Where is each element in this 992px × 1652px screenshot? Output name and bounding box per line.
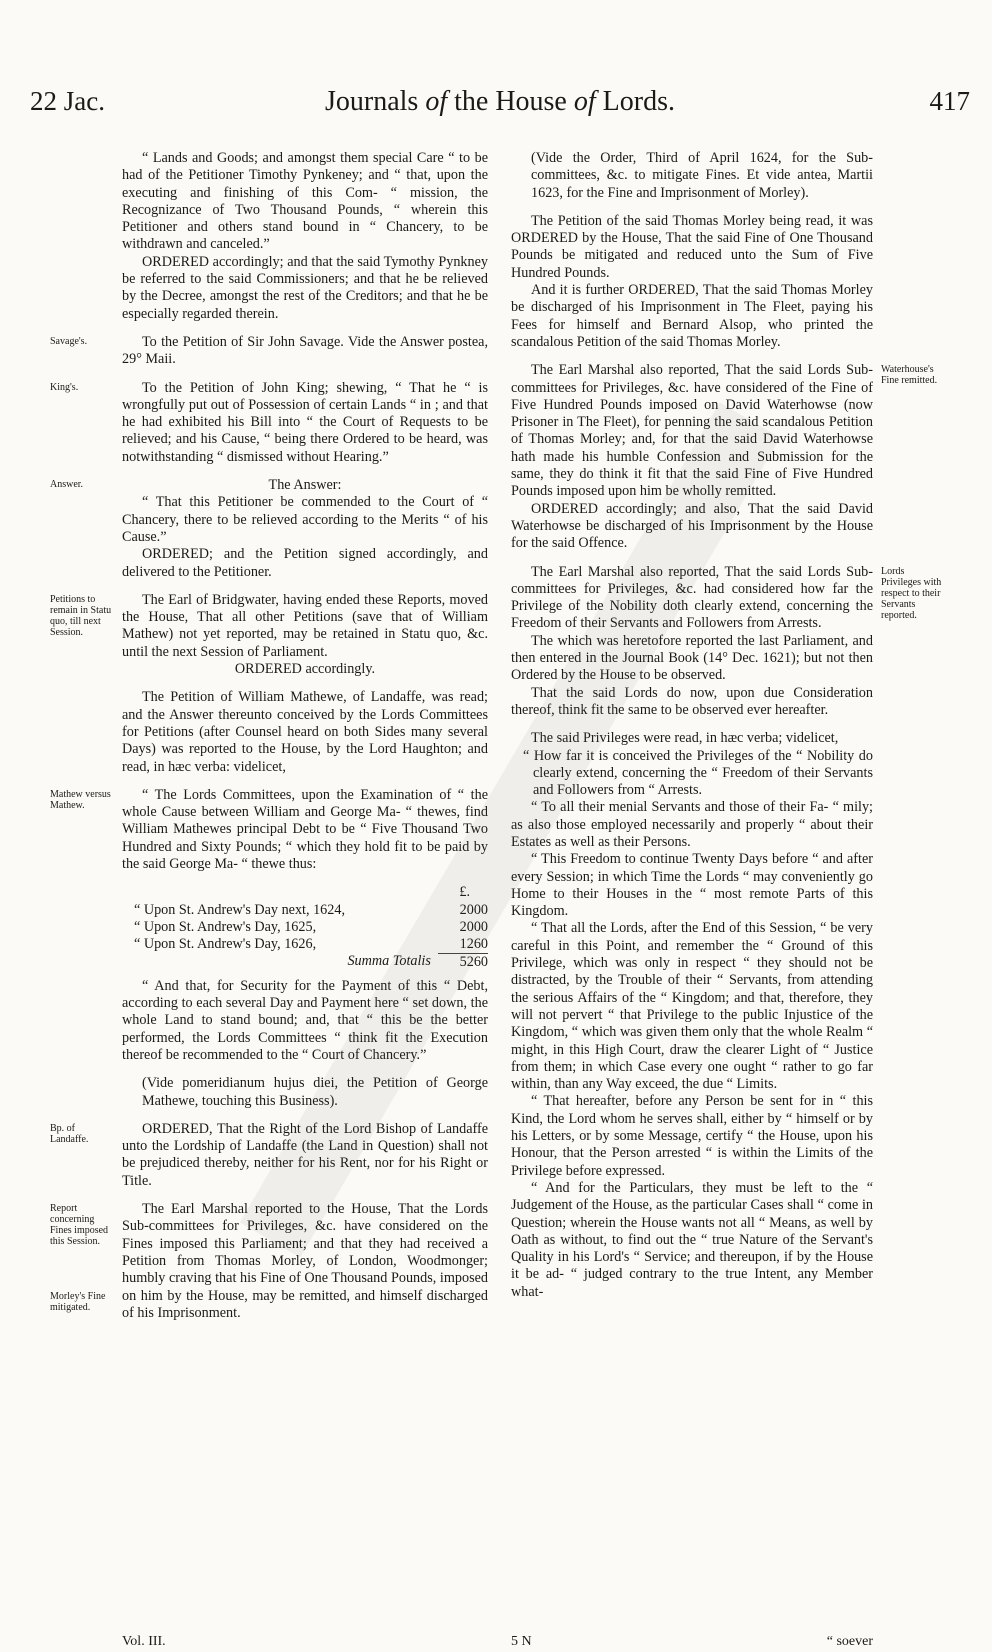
payment-total-label: Summa Totalis: [347, 953, 431, 970]
paragraph: The Earl of Bridgwater, having ended these Reports, moved the House, That all other Petitions (save that of William Mathew) not yet reported, may be retained in Statu quo, &c. until the next Session of Parliament.: [122, 591, 488, 660]
currency-heading: £.: [459, 884, 470, 901]
paragraph: “ This Freedom to continue Twenty Days before “ and after every Session; in which Time the Lords “ may conveniently go Home to their Houses in the “ most remote Parts of this Kingdom.: [511, 851, 873, 920]
paragraph: The said Privileges were read, in hæc verba; videlicet,: [531, 730, 839, 747]
entry-block: [511, 150, 873, 202]
paragraph: “ Lands and Goods; and amongst them special Care “ to be had of the Petitioner Timothy Pynkeney; and “ that, upon the executing and finishing of this Com- “ mission, the Recognizance of Two Thousand Pounds, “ wherein this Petitioner and others stand bound in “ Chancery, to be withdrawn and canceled.”: [122, 150, 488, 253]
entry-block: [50, 1201, 488, 1322]
paragraph: “ That this Petitioner be commended to the Court of “ Chancery, there to be relieved according to the Merits “ of his Cause.”: [122, 494, 488, 545]
entry-block: [122, 1075, 488, 1110]
payment-amount: 1260: [459, 936, 488, 953]
entry-block: [50, 1120, 488, 1190]
payment-rows: [134, 902, 488, 954]
paragraph: The Petition of William Mathewe, of Landaffe, was read; and the Answer thereunto conceived by the Lords Committees for Petitions (after Counsel heard on both Sides many several Days) was reported to the House, by the Lord Haughton; and read, in hæc verba: videlicet,: [122, 689, 488, 775]
payment-row: [134, 936, 488, 953]
payment-amount: 2000: [459, 918, 488, 935]
right-column: [511, 150, 942, 1312]
paragraph: The Petition of the said Thomas Morley being read, it was ORDERED by the House, That the said Fine of One Thousand Pounds be mitigated and reduced unto the Sum of Five Hundred Pounds.: [511, 212, 873, 281]
margin-note: Lords Privileges with respect to their Servants reported.: [881, 565, 942, 621]
paragraph: The Earl Marshal also reported, That the said Lords Sub-committees for Privileges, &c. had considered how far the Privilege of the Nobility doth clearly extend, concerning the Freedom of their Servants and Followers from Arrests.: [511, 563, 873, 632]
catchword: “ soever: [826, 1634, 873, 1649]
paragraph: The Earl Marshal also reported, That the said Lords Sub-committees for Privileges, &c. have considered of the Fine of Five Hundred Pounds imposed on David Waterhowse (now Prisoner in The Fleet), for penning the said scandalous Petition of Thomas Morley; and, for that the said David Waterhowse hath made his humble Confession and Submission for the same, they do think it fit that the said Fine of Five Hundred Pounds imposed upon him be wholly remitted.: [511, 362, 873, 500]
paragraph: And it is further ORDERED, That the said Thomas Morley be discharged of his Imprisonment in The Fleet, paying his Fees for himself and Bernard Alsop, who printed the scandalous Petition of the said Thomas Morley.: [511, 282, 873, 350]
payment-total-row: [134, 953, 488, 971]
paragraph: The which was heretofore reported the last Parliament, and then entered in the Journal Book (14° Dec. 1621); but not then Ordered by the House to be observed.: [511, 632, 873, 684]
cross-reference: (Vide pomeridianum hujus diei, the Petition of George Mathewe, touching this Business).: [142, 1075, 488, 1109]
paragraph: “ And that, for Security for the Payment of this “ Debt, according to each several Day and Payment here “ set down, the whole Land to stand bound; and, that “ this be the better performed, the Lords Committees “ think fit the Execution thereof be recommended to the “ Court of Chancery.”: [122, 977, 488, 1063]
left-column-upper: [50, 150, 488, 873]
paragraph: ORDERED accordingly; and also, That the said David Waterhowse be discharged of his Imprisonment by the House for the said Offence.: [511, 500, 873, 552]
entry-block: [511, 563, 942, 720]
entry-block: [511, 213, 873, 351]
entry-block: [50, 477, 488, 581]
left-column-lower: [50, 977, 488, 1322]
paragraph: “ And for the Particulars, they must be left to the “ Judgement of the House, as the particular Cases shall “ come in Question; wherein the House wants not all “ Means, as well by Oath as without, to find out the “ true Nature of the Servant's Quality in his Lord's “ Service; and thereupon, if by the House it be ad- “ judged contrary to the true Intent, any Member what-: [511, 1179, 873, 1300]
centered-line: The Answer:: [268, 477, 342, 494]
payment-total-amount: 5260: [438, 953, 488, 971]
entry-block: [50, 786, 488, 873]
left-column: [50, 150, 488, 1333]
margin-note: Report concerning Fines imposed this Session.: [50, 1203, 109, 1248]
margin-note: Petitions to remain in Statu quo, till next Session.: [50, 593, 112, 638]
paragraph: ORDERED, That the Right of the Lord Bishop of Landaffe unto the Lordship of Landaffe (the Land in Question) shall not be prejudiced thereby, neither for his Rent, nor for his Right or Title.: [122, 1120, 488, 1189]
entry-block: [122, 978, 488, 1064]
entry-block: [511, 730, 873, 1301]
running-title: [30, 86, 970, 118]
paragraph: To the Petition of John King; shewing, “ That he “ is wrongfully put out of Possession of certain Lands “ in ; and that he had exhibited his Bill into “ the Court of Requests to be relieved; and his Cause, “ being there Ordered to be heard, was notwithstanding “ dismissed without Hearing.”: [122, 379, 488, 465]
payment-label: “ Upon St. Andrew's Day, 1626,: [134, 936, 317, 953]
margin-note: Answer.: [50, 479, 84, 491]
payment-label: “ Upon St. Andrew's Day next, 1624,: [134, 901, 346, 918]
margin-note: Savage's.: [50, 335, 88, 347]
entry-block: [50, 379, 488, 466]
cross-reference: (Vide the Order, Third of April 1624, for the Sub-committees, &c. to mitigate Fines. Et vide antea, Martii 1623, for the Fine and Imprisonment of Morley).: [531, 150, 873, 201]
paragraph: “ To all their menial Servants and those of their Fa- “ mily; as also those employed necessarily and properly “ about their Estates as well as their Persons.: [511, 799, 873, 850]
volume-footer: Vol. III.: [122, 1634, 166, 1649]
paragraph: That the said Lords do now, upon due Consideration thereof, think fit the same to be observed ever hereafter.: [511, 684, 873, 718]
margin-note: King's.: [50, 381, 79, 393]
page-number: 417: [929, 86, 970, 116]
entry-block: [50, 591, 488, 678]
paragraph: To the Petition of Sir John Savage. Vide the Answer postea, 29° Maii.: [122, 333, 488, 368]
payment-schedule: [134, 884, 488, 971]
signature-mark: 5 N: [511, 1634, 532, 1649]
quoted-heading: “ How far it is conceived the Privileges of the “ Nobility do clearly extend, concerning the “ Freedom of their Servants and Followers from “ Arrests.: [523, 747, 873, 799]
payment-row: [134, 902, 488, 919]
margin-note: Waterhouse's Fine remitted.: [881, 364, 938, 387]
paragraph: “ The Lords Committees, upon the Examination of “ the whole Cause between William and George Ma- “ thewes, find William Mathewes principal Debt to be “ Five Thousand Two Hundred and Sixty Pounds; “ which they hold fit to be paid by the said George Ma- “ thewe thus:: [122, 786, 488, 872]
paragraph: The Earl Marshal reported to the House, That the Lords Sub-committees for Privileges, &c. have considered on the Fines imposed this Parliament; and that they had received a Petition from Thomas Morley, of London, Woodmonger; humbly craving that his Fine of One Thousand Pounds, imposed on him by the House, may be remitted, and himself discharged of his Imprisonment.: [122, 1201, 488, 1321]
entry-block: [511, 362, 938, 552]
running-title-part: the House: [454, 86, 567, 117]
centered-line: ORDERED accordingly.: [234, 661, 376, 678]
running-title-part: of: [425, 86, 448, 117]
running-title-part: Lords.: [602, 86, 675, 117]
running-title-part: Journals: [325, 86, 419, 117]
paragraph: “ That hereafter, before any Person be sent for in “ this Kind, the Lord whom he serves shall, either by “ himself or by his Letters, or by some Message, certify “ the House, upon his Honour, that the Person arrested “ is within the Limits of the Privilege before expressed.: [511, 1093, 873, 1179]
entry-block: [122, 150, 488, 323]
header-regnal-year: 22 Jac.: [30, 86, 105, 116]
margin-note: Morley's Fine mitigated.: [50, 1291, 106, 1314]
payment-row: [134, 919, 488, 936]
page-header: [30, 80, 970, 126]
entry-block: [50, 333, 488, 369]
margin-note: Bp. of Landaffe.: [50, 1122, 89, 1145]
entry-block: [122, 689, 488, 775]
paragraph: “ That all the Lords, after the End of this Session, “ be very careful in this Point, and remember the “ Ground of this Privilege, which was only in respect “ they should not be distracted, by the Trouble of their “ Servants, from attending the serious Affairs of the “ Kingdom; and that, therefore, they will not pervert “ that Privilege to the public Injustice of the Kingdom, “ which was given them only that the whole Realm “ might, in this High Court, draw the clearer Light of “ Justice from them; in which Case every one ought “ rather to go far within, than any Way exceed, the due “ Limits.: [511, 920, 873, 1093]
paragraph: ORDERED accordingly; and that the said Tymothy Pynkney be referred to the said Commissioners; and that he be relieved by the Decree, amongst the rest of the Creditors; and that he be especially regarded therein.: [122, 253, 488, 322]
payment-label: “ Upon St. Andrew's Day, 1625,: [134, 918, 317, 935]
paragraph: ORDERED; and the Petition signed accordingly, and delivered to the Petitioner.: [122, 546, 488, 580]
payment-amount: 2000: [459, 901, 488, 918]
running-title-part: of: [573, 86, 596, 117]
margin-note: Mathew versus Mathew.: [50, 788, 111, 811]
